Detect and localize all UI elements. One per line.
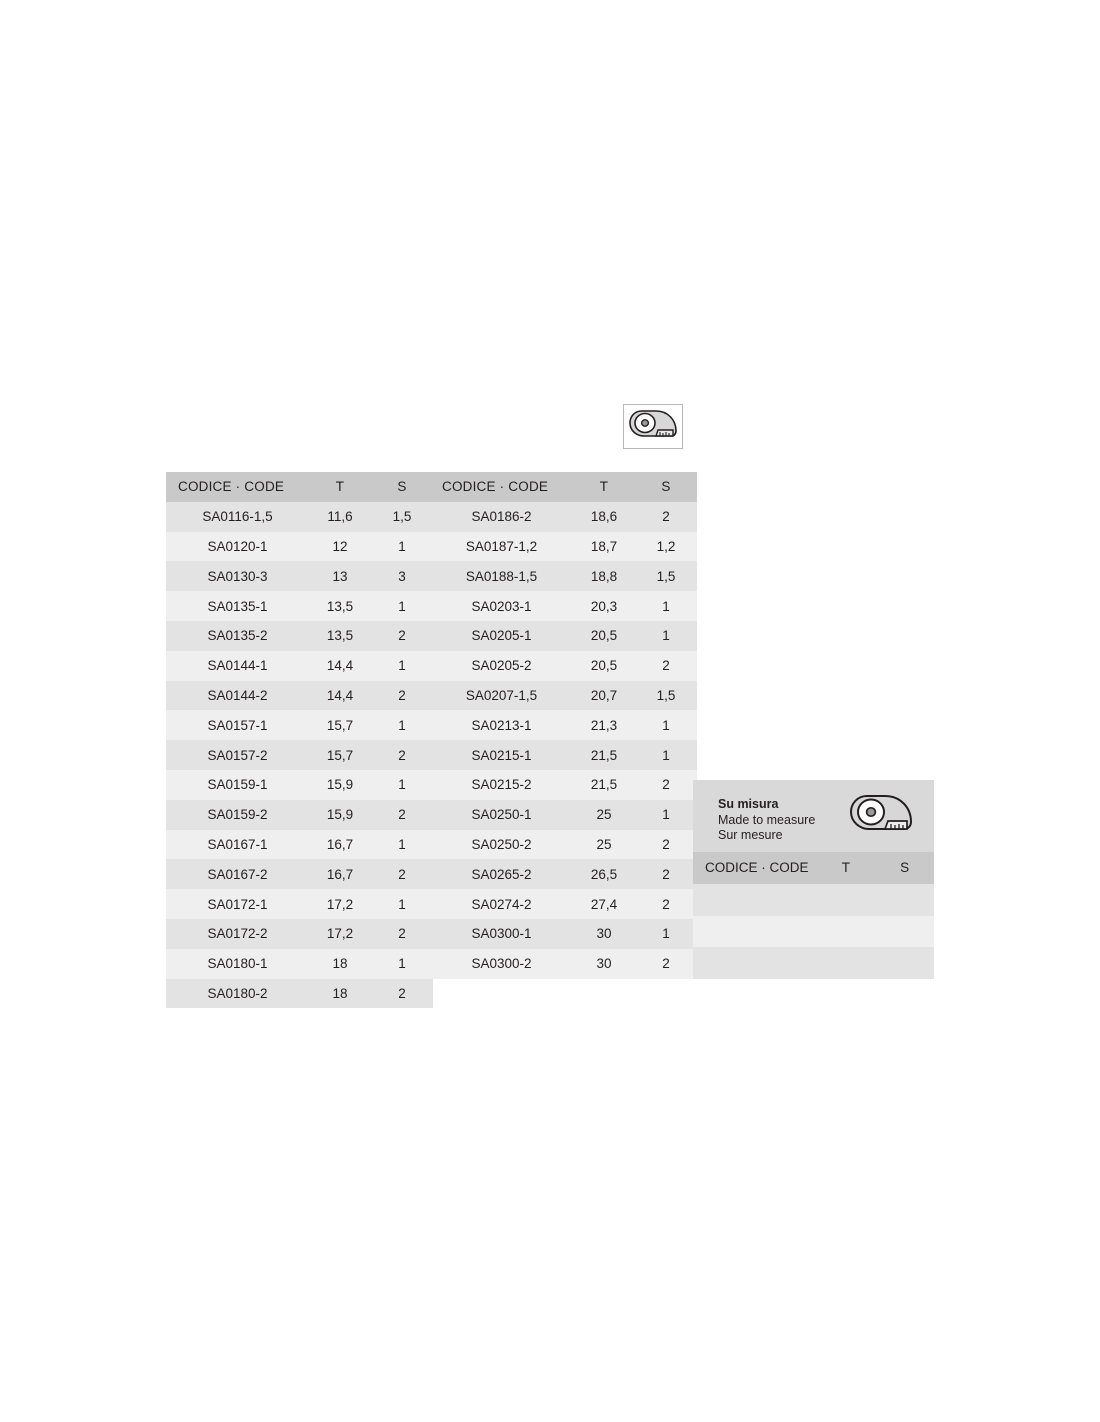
table-body (166, 502, 433, 1009)
cell-code: SA0215-1 (430, 740, 573, 770)
table-row (166, 859, 433, 889)
measuring-tape-badge (623, 404, 683, 449)
table-row (166, 889, 433, 919)
cell-code: SA0130-3 (166, 561, 309, 591)
code-table-right (430, 472, 697, 979)
measuring-tape-icon (846, 790, 918, 844)
made-to-measure-table (693, 852, 934, 979)
cell-code: SA0167-2 (166, 859, 309, 889)
cell-s: 1 (371, 532, 433, 562)
cell-code: SA0205-1 (430, 621, 573, 651)
cell-t: 25 (573, 830, 635, 860)
table-row (430, 651, 697, 681)
table-row (166, 532, 433, 562)
table-row (166, 591, 433, 621)
cell-code: SA0186-2 (430, 502, 573, 532)
cell-t (817, 947, 876, 979)
column-header-code: CODICE · CODE (166, 472, 309, 502)
cell-code (693, 884, 817, 916)
table-row (166, 830, 433, 860)
cell-code: SA0188-1,5 (430, 561, 573, 591)
cell-s: 1,5 (635, 681, 697, 711)
made-to-measure-header (693, 780, 934, 852)
measuring-tape-icon (624, 405, 682, 448)
cell-s (875, 884, 934, 916)
table-row (166, 800, 433, 830)
cell-t: 27,4 (573, 889, 635, 919)
cell-s: 1 (371, 591, 433, 621)
table-row (166, 502, 433, 532)
cell-t: 15,9 (309, 800, 371, 830)
cell-t (817, 916, 876, 948)
cell-t: 18 (309, 949, 371, 979)
cell-t: 14,4 (309, 681, 371, 711)
cell-t: 20,3 (573, 591, 635, 621)
code-table-left (166, 472, 433, 1008)
cell-s: 2 (635, 651, 697, 681)
column-header-s: S (635, 472, 697, 502)
table-row (166, 561, 433, 591)
cell-s: 1 (371, 651, 433, 681)
cell-t: 17,2 (309, 889, 371, 919)
cell-t: 18,8 (573, 561, 635, 591)
cell-s: 1 (371, 949, 433, 979)
cell-code: SA0215-2 (430, 770, 573, 800)
table-row (430, 800, 697, 830)
table-row (693, 947, 934, 979)
column-header-code: CODICE · CODE (430, 472, 573, 502)
cell-code: SA0213-1 (430, 710, 573, 740)
table-row (430, 949, 697, 979)
cell-code: SA0116-1,5 (166, 502, 309, 532)
table-row (166, 770, 433, 800)
table-row (430, 830, 697, 860)
cell-t: 15,7 (309, 740, 371, 770)
cell-s: 1 (635, 591, 697, 621)
cell-code: SA0203-1 (430, 591, 573, 621)
cell-code: SA0144-2 (166, 681, 309, 711)
cell-s: 1 (635, 800, 697, 830)
cell-t: 17,2 (309, 919, 371, 949)
table-header-row (430, 472, 697, 502)
cell-t: 15,7 (309, 710, 371, 740)
cell-t: 12 (309, 532, 371, 562)
cell-code: SA0250-1 (430, 800, 573, 830)
table-row (430, 591, 697, 621)
table-header-row (166, 472, 433, 502)
cell-code: SA0180-2 (166, 979, 309, 1009)
cell-t: 30 (573, 949, 635, 979)
cell-code: SA0300-2 (430, 949, 573, 979)
cell-code: SA0274-2 (430, 889, 573, 919)
cell-s: 2 (371, 621, 433, 651)
cell-s: 1,2 (635, 532, 697, 562)
cell-s: 2 (635, 830, 697, 860)
cell-t: 21,3 (573, 710, 635, 740)
cell-code: SA0205-2 (430, 651, 573, 681)
cell-code: SA0159-1 (166, 770, 309, 800)
column-header-code: CODICE · CODE (693, 852, 817, 884)
cell-s: 2 (371, 681, 433, 711)
cell-t: 11,6 (309, 502, 371, 532)
cell-t: 21,5 (573, 740, 635, 770)
cell-code: SA0300-1 (430, 919, 573, 949)
cell-s: 3 (371, 561, 433, 591)
cell-code: SA0265-2 (430, 859, 573, 889)
cell-t: 16,7 (309, 859, 371, 889)
table-row (430, 710, 697, 740)
table-body (693, 884, 934, 979)
cell-t: 20,7 (573, 681, 635, 711)
cell-t: 30 (573, 919, 635, 949)
cell-code: SA0120-1 (166, 532, 309, 562)
table-row (430, 919, 697, 949)
cell-t: 18 (309, 979, 371, 1009)
made-to-measure-title-en: Made to measure (718, 812, 816, 827)
cell-s: 2 (371, 740, 433, 770)
table-row (166, 919, 433, 949)
cell-t: 18,6 (573, 502, 635, 532)
table-row (166, 651, 433, 681)
table-row (430, 740, 697, 770)
table-row (430, 889, 697, 919)
cell-t: 13,5 (309, 621, 371, 651)
cell-code: SA0144-1 (166, 651, 309, 681)
cell-s: 2 (635, 770, 697, 800)
cell-t: 15,9 (309, 770, 371, 800)
cell-s: 1 (635, 621, 697, 651)
cell-code: SA0159-2 (166, 800, 309, 830)
table-row (166, 681, 433, 711)
table-row (430, 681, 697, 711)
cell-s: 1 (371, 830, 433, 860)
cell-s: 2 (371, 800, 433, 830)
cell-code: SA0157-1 (166, 710, 309, 740)
column-header-t: T (817, 852, 876, 884)
cell-s: 2 (371, 919, 433, 949)
made-to-measure-tape-icon-wrap (846, 790, 918, 849)
table-header (166, 472, 433, 502)
table-row (430, 502, 697, 532)
cell-s: 2 (635, 859, 697, 889)
cell-s: 1 (635, 710, 697, 740)
cell-t: 18,7 (573, 532, 635, 562)
cell-code (693, 916, 817, 948)
table-row (430, 621, 697, 651)
cell-code: SA0157-2 (166, 740, 309, 770)
cell-code: SA0207-1,5 (430, 681, 573, 711)
cell-t: 13,5 (309, 591, 371, 621)
column-header-t: T (573, 472, 635, 502)
table-row (430, 770, 697, 800)
cell-t: 16,7 (309, 830, 371, 860)
made-to-measure-title-it: Su misura (718, 797, 779, 811)
cell-code: SA0135-1 (166, 591, 309, 621)
cell-code: SA0167-1 (166, 830, 309, 860)
table-row (430, 561, 697, 591)
cell-s: 2 (371, 979, 433, 1009)
cell-s (875, 916, 934, 948)
cell-s: 1 (371, 710, 433, 740)
table-row (693, 884, 934, 916)
table-row (166, 949, 433, 979)
table-header-row (693, 852, 934, 884)
cell-s: 2 (635, 502, 697, 532)
cell-s: 1 (371, 889, 433, 919)
table-header (430, 472, 697, 502)
column-header-t: T (309, 472, 371, 502)
table-header (693, 852, 934, 884)
cell-code: SA0172-2 (166, 919, 309, 949)
cell-s: 2 (635, 949, 697, 979)
made-to-measure-title-fr: Sur mesure (718, 828, 783, 842)
column-header-s: S (371, 472, 433, 502)
cell-code: SA0250-2 (430, 830, 573, 860)
cell-s: 2 (635, 889, 697, 919)
cell-t: 20,5 (573, 621, 635, 651)
cell-s (875, 947, 934, 979)
cell-s: 2 (371, 859, 433, 889)
table-row (430, 532, 697, 562)
table-row (693, 916, 934, 948)
cell-code: SA0187-1,2 (430, 532, 573, 562)
column-header-s: S (875, 852, 934, 884)
made-to-measure-labels (718, 797, 815, 844)
table-row (430, 859, 697, 889)
cell-t: 25 (573, 800, 635, 830)
cell-t: 21,5 (573, 770, 635, 800)
table-row (166, 979, 433, 1009)
cell-t: 13 (309, 561, 371, 591)
cell-t: 20,5 (573, 651, 635, 681)
cell-s: 1 (371, 770, 433, 800)
made-to-measure-panel (693, 780, 934, 979)
cell-code: SA0172-1 (166, 889, 309, 919)
cell-s: 1,5 (635, 561, 697, 591)
cell-s: 1,5 (371, 502, 433, 532)
cell-s: 1 (635, 919, 697, 949)
table-row (166, 621, 433, 651)
cell-code: SA0180-1 (166, 949, 309, 979)
cell-t: 26,5 (573, 859, 635, 889)
table-row (166, 710, 433, 740)
cell-code: SA0135-2 (166, 621, 309, 651)
cell-s: 1 (635, 740, 697, 770)
table-body (430, 502, 697, 979)
table-row (166, 740, 433, 770)
cell-t (817, 884, 876, 916)
cell-t: 14,4 (309, 651, 371, 681)
cell-code (693, 947, 817, 979)
